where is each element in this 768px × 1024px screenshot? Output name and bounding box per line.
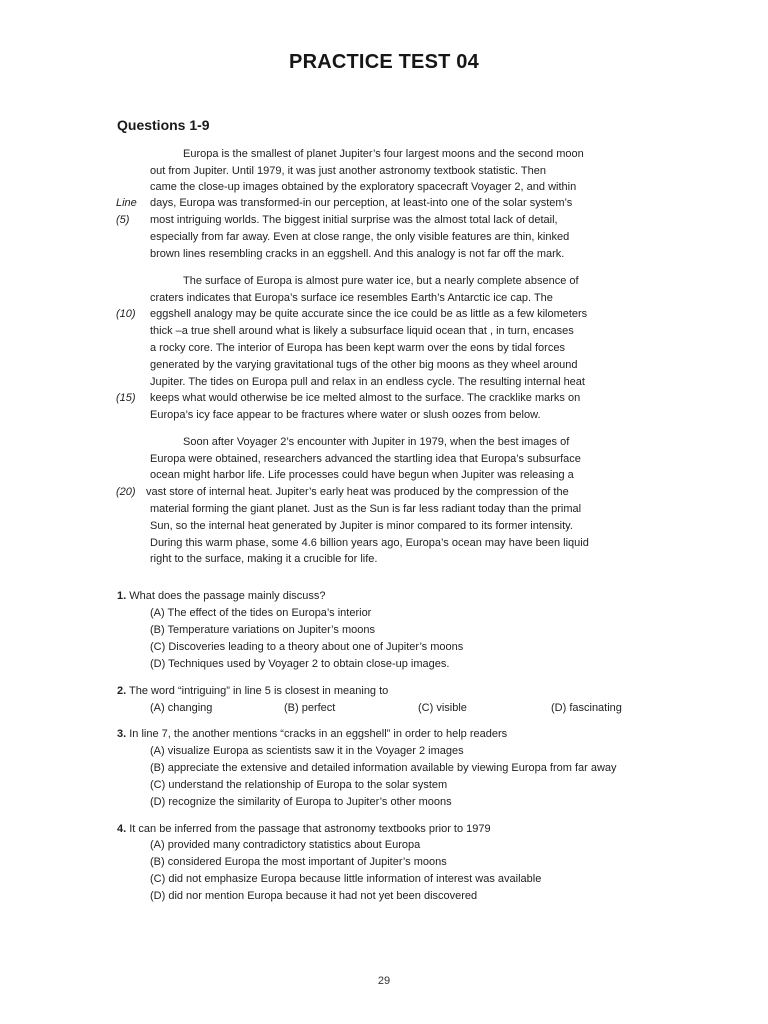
answer-option: (B) appreciate the extensive and detailed information available by viewing Europa from far away [150,762,617,774]
line-label: (5) [116,214,130,226]
passage-line: Sun, so the internal heat generated by Jupiter is minor compared to its former intensity. [150,520,573,532]
answer-option: (A) provided many contradictory statistics about Europa [150,839,421,851]
passage-line: generated by the varying gravitational tugs of the other big moons as they wheel around [150,359,578,371]
passage-line: especially from far away. Even at close range, the only visible features are thin, kinked [150,231,570,243]
question-text: The word “intriguing” in line 5 is closest in meaning to [129,685,389,697]
answer-option: (D) recognize the similarity of Europa to Jupiter’s other moons [150,796,452,808]
passage-line: Soon after Voyager 2’s encounter with Jupiter in 1979, when the best images of [183,436,570,448]
line-label: (20) [116,486,136,498]
passage-line: Jupiter. The tides on Europa pull and relax in an endless cycle. The resulting internal heat [150,376,585,388]
answer-option: (C) Discoveries leading to a theory about one of Jupiter’s moons [150,641,464,653]
answer-option: (A) changing [150,702,213,714]
passage-line: craters indicates that Europa’s surface ice resembles Earth’s Antarctic ice cap. The [150,292,553,304]
line-label: Line [116,197,137,209]
passage-line: Europa is the smallest of planet Jupiter’s four largest moons and the second moon [183,148,584,160]
passage-line: material forming the giant planet. Just as the Sun is far less radiant today than the primal [150,503,582,515]
passage-line: During this warm phase, some 4.6 billion years ago, Europa’s ocean may have been liquid [150,537,589,549]
answer-option: (B) considered Europa the most important of Jupiter’s moons [150,856,447,868]
question-text: It can be inferred from the passage that astronomy textbooks prior to 1979 [129,823,491,835]
answer-option: (B) perfect [284,702,336,714]
passage-line: eggshell analogy may be quite accurate since the ice could be as little as a few kilometers [150,308,588,320]
passage-line: thick –a true shell around what is likely a subsurface liquid ocean that , in turn, encases [150,325,574,337]
section-heading: Questions 1-9 [117,117,210,133]
passage-line: Europa’s icy face appear to be fractures where water or slush oozes from below. [150,409,541,421]
question-number: 3. [117,728,127,740]
passage-line: right to the surface, making it a crucible for life. [150,553,378,565]
passage-line: out from Jupiter. Until 1979, it was just another astronomy textbook statistic. Then [150,165,546,177]
passage-line: brown lines resembling cracks in an eggshell. And this analogy is not far off the mark. [150,248,565,260]
passage-line: The surface of Europa is almost pure water ice, but a nearly complete absence of [183,275,579,287]
page-number: 29 [377,975,391,987]
passage-line: keeps what would otherwise be ice melted almost to the surface. The cracklike marks on [150,392,581,404]
question-text: In line 7, the another mentions “cracks in an eggshell” in order to help readers [129,728,508,740]
question-stem [117,683,388,700]
line-label: (15) [116,392,136,404]
passage-line: a rocky core. The interior of Europa has been kept warm over the eons by tidal forces [150,342,565,354]
line-label: (10) [116,308,136,320]
passage-line: ocean might harbor life. Life processes could have begun when Jupiter was releasing a [150,469,574,481]
answer-option: (C) visible [418,702,467,714]
passage-line: days, Europa was transformed-in our perception, at least-into one of the solar system’s [150,197,573,209]
answer-option: (D) fascinating [551,702,622,714]
question-number: 4. [117,823,127,835]
answer-option: (D) did nor mention Europa because it had not yet been discovered [150,890,478,902]
passage-line: came the close-up images obtained by the exploratory spacecraft Voyager 2, and within [150,181,577,193]
answer-option: (D) Techniques used by Voyager 2 to obtain close-up images. [150,658,450,670]
question-number: 1. [117,590,127,602]
passage-line: most intriguing worlds. The biggest initial surprise was the almost total lack of detail, [150,214,558,226]
answer-option: (A) visualize Europa as scientists saw it in the Voyager 2 images [150,745,464,757]
answer-option: (A) The effect of the tides on Europa’s interior [150,607,372,619]
question-stem [117,726,507,743]
passage-line: Europa were obtained, researchers advanced the startling idea that Europa’s subsurface [150,453,581,465]
question-text: What does the passage mainly discuss? [129,590,326,602]
question-number: 2. [117,685,127,697]
answer-option: (C) understand the relationship of Europa to the solar system [150,779,448,791]
page-title: PRACTICE TEST 04 [289,51,479,73]
passage-line: vast store of internal heat. Jupiter’s early heat was produced by the compression of the [146,486,569,498]
question-stem [117,588,326,605]
question-stem [117,821,491,838]
answer-option: (B) Temperature variations on Jupiter’s moons [150,624,375,636]
answer-option: (C) did not emphasize Europa because little information of interest was available [150,873,542,885]
